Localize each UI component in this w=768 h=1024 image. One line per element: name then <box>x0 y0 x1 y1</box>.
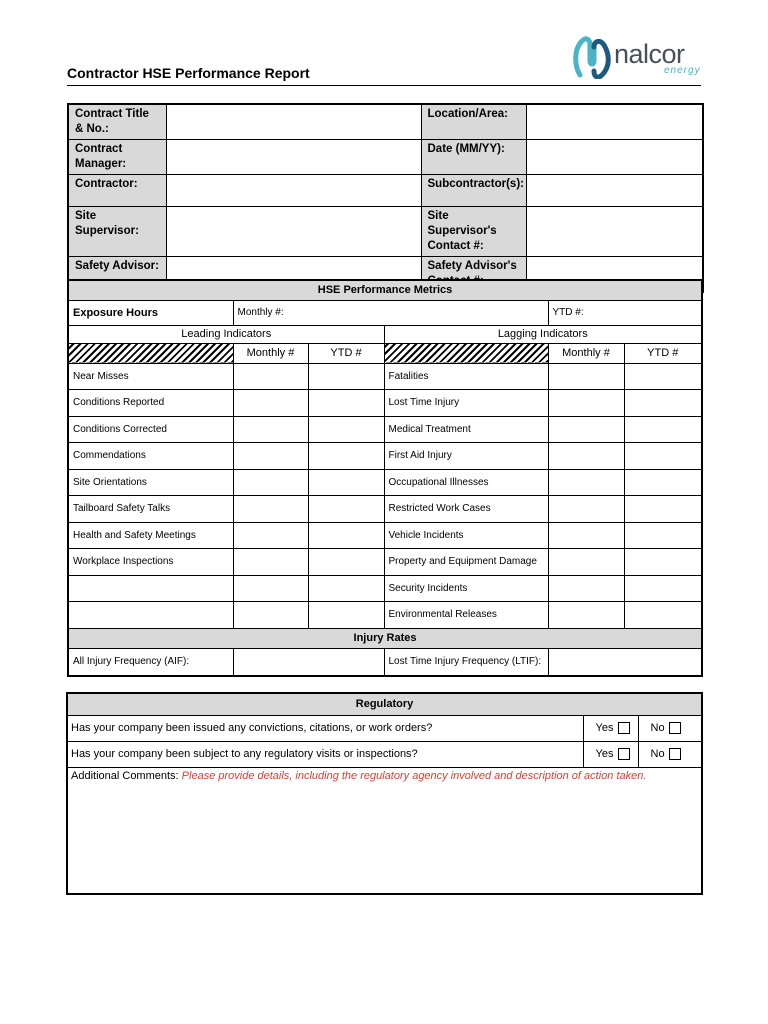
info-input-left[interactable] <box>166 104 421 140</box>
leading-ytd-input[interactable] <box>308 602 384 629</box>
comments-label: Additional Comments: <box>71 769 182 782</box>
lagging-indicators-header: Lagging Indicators <box>384 325 702 343</box>
lagging-monthly-input[interactable] <box>548 522 624 549</box>
lagging-ytd-input[interactable] <box>624 549 702 576</box>
lagging-ytd-input[interactable] <box>624 416 702 443</box>
leading-ytd-input[interactable] <box>308 522 384 549</box>
lagging-hatch-cell <box>384 343 548 363</box>
indicator-row <box>68 469 702 496</box>
indicator-row <box>68 496 702 523</box>
lagging-ytd-input[interactable] <box>624 602 702 629</box>
nalcor-logo <box>572 35 702 81</box>
q1-no-checkbox[interactable] <box>669 722 681 734</box>
lagging-monthly-input[interactable] <box>548 602 624 629</box>
lagging-indicator-label: Security Incidents <box>384 575 548 602</box>
lagging-monthly-input[interactable] <box>548 469 624 496</box>
leading-ytd-input[interactable] <box>308 416 384 443</box>
q2-no-label: No <box>650 747 665 760</box>
regulatory-table <box>66 692 703 895</box>
lagging-indicator-label: Property and Equipment Damage <box>384 549 548 576</box>
exposure-hours-label: Exposure Hours <box>68 300 233 325</box>
leading-ytd-input[interactable] <box>308 390 384 417</box>
leading-monthly-header: Monthly # <box>233 343 308 363</box>
info-label-left: Safety Advisor: <box>68 257 166 293</box>
info-input-right[interactable] <box>526 207 703 257</box>
leading-monthly-input[interactable] <box>233 575 308 602</box>
lagging-ytd-input[interactable] <box>624 443 702 470</box>
indicator-row <box>68 522 702 549</box>
lagging-indicator-label: First Aid Injury <box>384 443 548 470</box>
lagging-indicator-label: Medical Treatment <box>384 416 548 443</box>
info-input-right[interactable] <box>526 140 703 175</box>
leading-indicator-label: Near Misses <box>68 363 233 390</box>
metrics-title: HSE Performance Metrics <box>68 280 702 300</box>
lagging-monthly-input[interactable] <box>548 443 624 470</box>
info-row <box>68 140 703 175</box>
indicator-row <box>68 363 702 390</box>
lagging-indicator-label: Lost Time Injury <box>384 390 548 417</box>
leading-hatch-cell <box>68 343 233 363</box>
regulatory-question-2: Has your company been subject to any regulatory visits or inspections? <box>67 741 583 767</box>
leading-ytd-input[interactable] <box>308 469 384 496</box>
leading-monthly-input[interactable] <box>233 390 308 417</box>
indicator-row <box>68 443 702 470</box>
leading-monthly-input[interactable] <box>233 469 308 496</box>
lagging-ytd-input[interactable] <box>624 575 702 602</box>
leading-indicator-label: Commendations <box>68 443 233 470</box>
leading-monthly-input[interactable] <box>233 443 308 470</box>
lagging-ytd-input[interactable] <box>624 390 702 417</box>
info-label-left: Site Supervisor: <box>68 207 166 257</box>
exposure-ytd-field[interactable]: YTD #: <box>548 300 702 325</box>
lagging-ytd-input[interactable] <box>624 522 702 549</box>
info-row <box>68 207 703 257</box>
leading-monthly-input[interactable] <box>233 522 308 549</box>
info-input-right[interactable] <box>526 175 703 207</box>
q2-yes-label: Yes <box>595 747 614 760</box>
lagging-indicator-label: Restricted Work Cases <box>384 496 548 523</box>
leading-indicator-label: Tailboard Safety Talks <box>68 496 233 523</box>
leading-indicator-label: Workplace Inspections <box>68 549 233 576</box>
lagging-ytd-input[interactable] <box>624 363 702 390</box>
q1-no-option[interactable] <box>638 715 702 741</box>
info-label-right: Location/Area: <box>421 104 526 140</box>
lagging-indicator-label: Fatalities <box>384 363 548 390</box>
additional-comments-area[interactable] <box>67 767 702 894</box>
leading-ytd-input[interactable] <box>308 443 384 470</box>
q1-yes-label: Yes <box>595 721 614 734</box>
leading-ytd-header: YTD # <box>308 343 384 363</box>
indicator-row <box>68 549 702 576</box>
q2-no-checkbox[interactable] <box>669 748 681 760</box>
leading-ytd-input[interactable] <box>308 496 384 523</box>
info-row <box>68 175 703 207</box>
hse-metrics-table <box>67 279 703 677</box>
leading-monthly-input[interactable] <box>233 363 308 390</box>
leading-monthly-input[interactable] <box>233 416 308 443</box>
info-label-right: Date (MM/YY): <box>421 140 526 175</box>
leading-ytd-input[interactable] <box>308 575 384 602</box>
lagging-indicator-label: Occupational Illnesses <box>384 469 548 496</box>
contract-info-table <box>67 103 704 293</box>
leading-monthly-input[interactable] <box>233 602 308 629</box>
logo-sub-text: energy <box>664 65 701 76</box>
info-label-left: Contractor: <box>68 175 166 207</box>
ltif-label: Lost Time Injury Frequency (LTIF): <box>384 648 548 676</box>
lagging-monthly-input[interactable] <box>548 496 624 523</box>
leading-indicator-label <box>68 602 233 629</box>
info-label-left: Contract Manager: <box>68 140 166 175</box>
q2-no-option[interactable] <box>638 741 702 767</box>
q1-yes-checkbox[interactable] <box>618 722 630 734</box>
logo-brand-text: nalcor <box>614 39 685 69</box>
lagging-ytd-input[interactable] <box>624 469 702 496</box>
leading-indicator-label: Conditions Reported <box>68 390 233 417</box>
exposure-monthly-field[interactable]: Monthly #: <box>233 300 548 325</box>
info-row <box>68 104 703 140</box>
q2-yes-option[interactable] <box>583 741 638 767</box>
indicator-row <box>68 602 702 629</box>
lagging-indicator-label: Vehicle Incidents <box>384 522 548 549</box>
leading-ytd-input[interactable] <box>308 549 384 576</box>
info-input-left[interactable] <box>166 207 421 257</box>
leading-indicator-label: Health and Safety Meetings <box>68 522 233 549</box>
leading-indicator-label: Conditions Corrected <box>68 416 233 443</box>
leading-indicator-label <box>68 575 233 602</box>
lagging-monthly-input[interactable] <box>548 575 624 602</box>
comments-hint: Please provide details, including the regulatory agency involved and description of action taken. <box>181 769 647 782</box>
lagging-monthly-input[interactable] <box>548 363 624 390</box>
info-input-right[interactable] <box>526 104 703 140</box>
lagging-monthly-input[interactable] <box>548 416 624 443</box>
leading-monthly-input[interactable] <box>233 549 308 576</box>
leading-indicator-label: Site Orientations <box>68 469 233 496</box>
lagging-monthly-header: Monthly # <box>548 343 624 363</box>
leading-indicators-header: Leading Indicators <box>68 325 384 343</box>
info-label-left: Contract Title & No.: <box>68 104 166 140</box>
lagging-ytd-input[interactable] <box>624 496 702 523</box>
aif-input[interactable] <box>233 648 384 676</box>
lagging-monthly-input[interactable] <box>548 390 624 417</box>
q1-no-label: No <box>650 721 665 734</box>
info-input-left[interactable] <box>166 140 421 175</box>
injury-rates-header: Injury Rates <box>68 628 702 648</box>
regulatory-title: Regulatory <box>67 693 702 715</box>
info-label-right: Subcontractor(s): <box>421 175 526 207</box>
aif-label: All Injury Frequency (AIF): <box>68 648 233 676</box>
lagging-indicator-label: Environmental Releases <box>384 602 548 629</box>
page-title: Contractor HSE Performance Report <box>67 65 310 81</box>
leading-monthly-input[interactable] <box>233 496 308 523</box>
info-label-right: Site Supervisor's Contact #: <box>421 207 526 257</box>
indicator-row <box>68 390 702 417</box>
leading-ytd-input[interactable] <box>308 363 384 390</box>
indicator-row <box>68 575 702 602</box>
q1-yes-option[interactable] <box>583 715 638 741</box>
lagging-ytd-header: YTD # <box>624 343 702 363</box>
indicator-row <box>68 416 702 443</box>
regulatory-question-1: Has your company been issued any convictions, citations, or work orders? <box>67 715 583 741</box>
info-label-right: Safety Advisor's <box>421 257 526 293</box>
info-input-left[interactable] <box>166 175 421 207</box>
q2-yes-checkbox[interactable] <box>618 748 630 760</box>
ltif-input[interactable] <box>548 648 702 676</box>
nalcor-logo-icon <box>572 35 614 79</box>
lagging-monthly-input[interactable] <box>548 549 624 576</box>
